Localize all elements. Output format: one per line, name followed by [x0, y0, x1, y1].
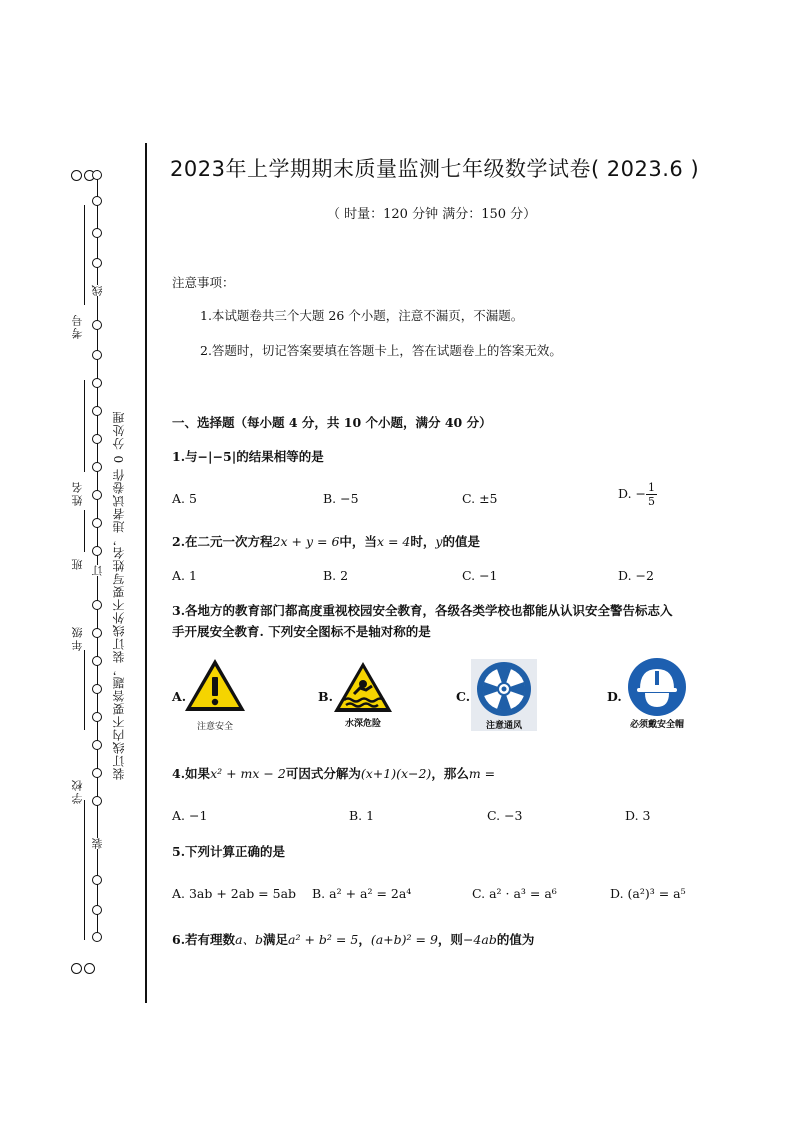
- label-name: 姓名: [71, 480, 84, 506]
- line-char-zhuang: 装: [91, 838, 104, 849]
- caption-caution: 注意安全: [196, 722, 233, 732]
- q3-option-c-label: C.: [456, 689, 471, 704]
- caption-ventilation: 注意通风: [485, 721, 522, 731]
- question-2: 2.在二元一次方程2x + y = 6中，当x = 4时，y的值是: [172, 534, 480, 549]
- binding-line: [92, 170, 104, 950]
- line-char-ding: 订: [91, 565, 104, 576]
- page-title: 2023年上学期期末质量监测七年级数学试卷( 2023.6 ): [170, 157, 700, 181]
- q5-option-c: C. a² · a³ = a⁶: [472, 886, 557, 901]
- q1-option-c: C. ±5: [462, 491, 498, 506]
- question-6: 6.若有理数a、b满足a² + b² = 5，(a+b)² = 9，则−4ab的值为: [172, 932, 535, 947]
- label-exam-number: 考号: [71, 313, 84, 339]
- q1-option-d: D. − $\frac{1}{5}$: [618, 481, 655, 508]
- caption-helmet: 必须戴安全帽: [629, 720, 684, 730]
- label-school: 学校: [71, 778, 84, 804]
- notice-item-2: 2.答题时，切记答案要填在答题卡上，答在试题卷上的答案无效。: [200, 343, 562, 358]
- underline-grade: [84, 650, 85, 730]
- q1-option-a: A. 5: [172, 491, 197, 506]
- notice-heading: 注意事项：: [172, 275, 235, 290]
- q4-option-a: A. −1: [172, 808, 208, 823]
- exam-duration-score: （ 时量：120 分钟 满分：150 分）: [327, 207, 537, 222]
- notice-item-1: 1.本试题卷共三个大题 26 个小题，注意不漏页，不漏题。: [200, 308, 524, 323]
- q4-option-b: B. 1: [349, 808, 375, 823]
- q2-option-c: C. −1: [462, 568, 498, 583]
- q4-option-c: C. −3: [487, 808, 523, 823]
- q2-option-b: B. 2: [323, 568, 349, 583]
- q5-option-a: A. 3ab + 2ab = 5ab: [172, 886, 297, 901]
- caution-sign-icon: [183, 657, 247, 715]
- q2-option-d: D. −2: [618, 568, 654, 583]
- binding-warning: 装订线内不要答题，装订线外不要写姓名，违者试卷作 0 分处理: [112, 410, 126, 780]
- q3-option-b-label: B.: [318, 689, 333, 704]
- underline-school: [84, 800, 85, 940]
- label-class: 班: [71, 557, 84, 570]
- margin-rule: [145, 143, 147, 1003]
- underline-class: [84, 510, 85, 552]
- question-4: 4.如果x² + mx − 2可因式分解为(x+1)(x−2)，那么m =: [172, 766, 496, 781]
- underline-name: [84, 380, 85, 472]
- q3-option-d-label: D.: [607, 689, 622, 704]
- q1-option-b: B. −5: [323, 491, 359, 506]
- question-3-line-2: 手开展安全教育. 下列安全图标不是轴对称的是: [172, 624, 431, 639]
- q5-option-b: B. a² + a² = 2a⁴: [312, 886, 412, 901]
- question-3-line-1: 3.各地方的教育部门都高度重视校园安全教育，各级各类学校也都能从认识安全警告标志入: [172, 603, 673, 618]
- deep-water-sign-icon: [332, 660, 394, 716]
- section-heading: 一、选择题（每小题 4 分，共 10 个小题，满分 40 分）: [172, 415, 492, 430]
- question-5: 5.下列计算正确的是: [172, 844, 286, 859]
- q4-option-d: D. 3: [625, 808, 651, 823]
- q3-option-a-label: A.: [172, 689, 187, 704]
- underline-exam-number: [84, 205, 85, 305]
- question-1: 1.与−|−5|的结果相等的是: [172, 449, 324, 464]
- line-char-xian: 线: [91, 285, 104, 296]
- safety-helmet-sign-icon: [626, 657, 688, 717]
- corner-circles-bottom: [71, 963, 95, 974]
- label-grade: 年级: [71, 625, 84, 651]
- q5-option-d: D. (a²)³ = a⁵: [610, 886, 686, 901]
- q2-option-a: A. 1: [172, 568, 197, 583]
- caption-deep-water: 水深危险: [344, 719, 381, 729]
